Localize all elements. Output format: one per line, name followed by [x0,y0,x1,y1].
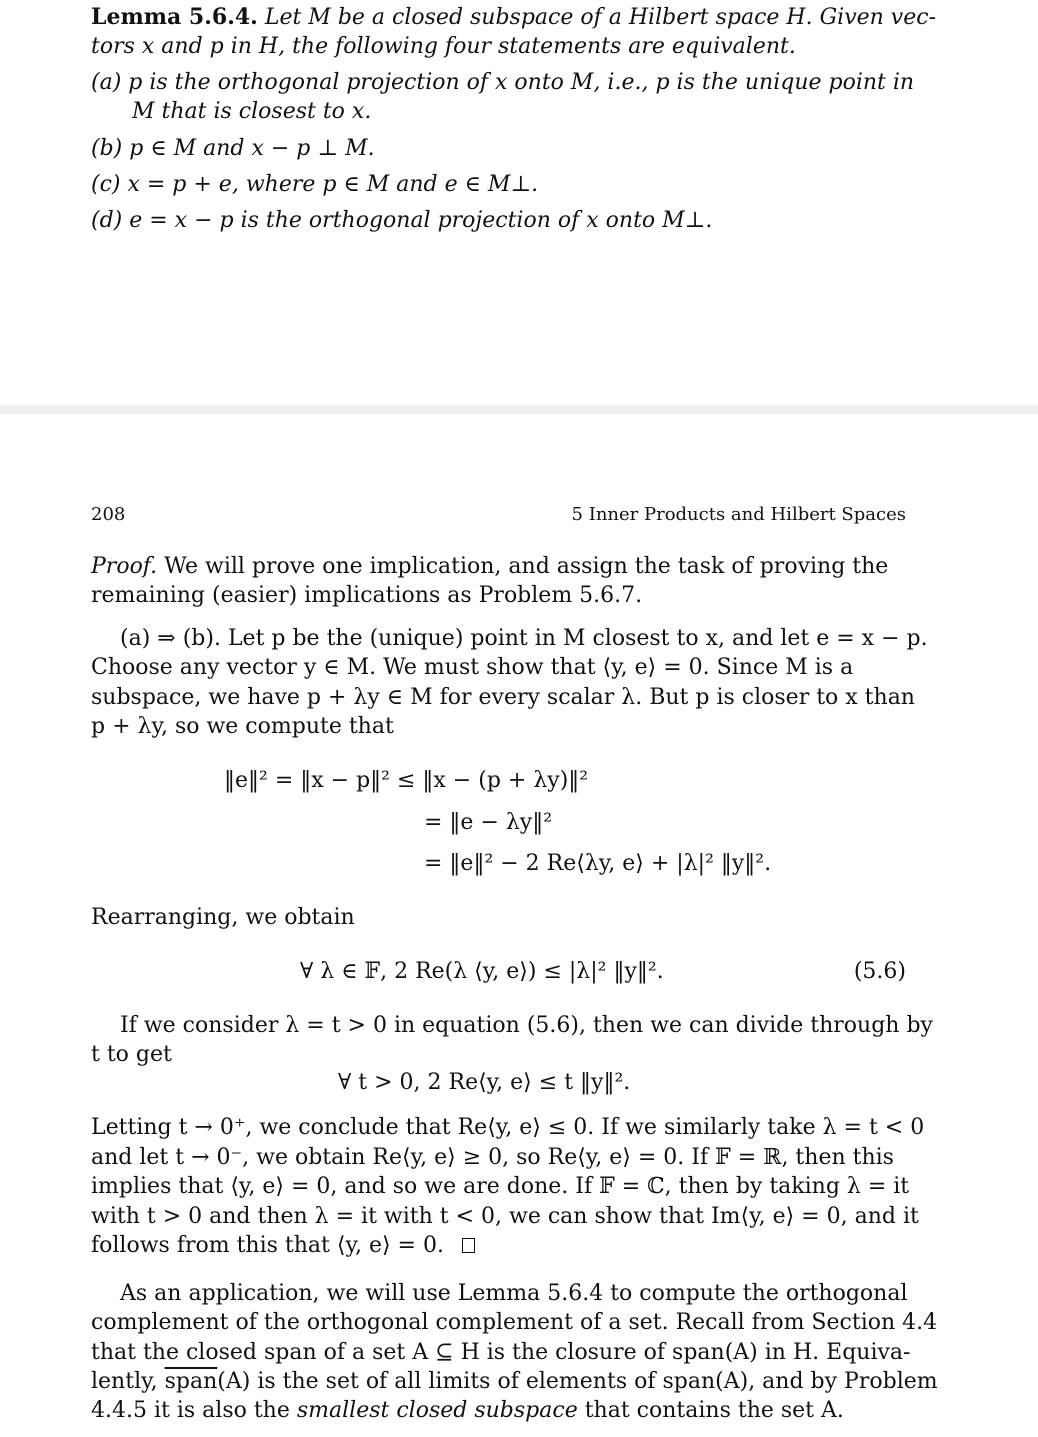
proof-para2-line-4: p + λy, so we compute that [91,714,394,739]
equation-number: (5.6) [853,959,906,984]
proof-text: We will prove one implication, and assign the task of proving the [157,554,889,579]
equation-3: ∀ t > 0, 2 Re⟨y, e⟩ ≤ t ‖y‖². [338,1070,631,1095]
proof-line-2: remaining (easier) implications as Problem 5.6.7. [91,583,643,608]
application-line-4 [91,1369,938,1395]
application-text: (A) is the set of all limits of elements of span(A), and by Problem [217,1369,938,1394]
application-line-1: As an application, we will use Lemma 5.6.4 to compute the orthogonal [120,1281,908,1306]
proof-para2-line-2: Choose any vector y ∈ M. We must show that ⟨y, e⟩ = 0. Since M is a [91,655,854,680]
qed-square-icon [462,1238,475,1253]
running-head: 5 Inner Products and Hilbert Spaces [571,504,906,525]
page-number: 208 [91,504,126,525]
application-text: that contains the set A. [577,1398,844,1423]
proof-line-1 [91,554,888,580]
proof-label: Proof. [91,554,158,579]
lemma-item-d: (d) e = x − p is the orthogonal projection of x onto M⊥. [91,208,713,233]
application-text: 4.4.5 it is also the [91,1398,297,1423]
emphasis-text: smallest closed subspace [296,1398,578,1423]
closed-span-symbol: span [164,1369,218,1394]
equation-1-line-2: = ‖e − λy‖² [424,810,553,835]
lemma-line-2: tors x and p in H, the following four statements are equivalent. [91,34,796,59]
equation-5-6: ∀ λ ∈ 𝔽, 2 Re(λ ⟨y, e⟩) ≤ |λ|² ‖y‖². [300,959,664,984]
proof-para4-line-1: Letting t → 0⁺, we conclude that Re⟨y, e⟩ ≤ 0. If we similarly take λ = t < 0 [91,1115,925,1140]
equation-1-line-3: = ‖e‖² − 2 Re⟨λy, e⟩ + |λ|² ‖y‖². [424,851,772,876]
proof-para3-line-1: If we consider λ = t > 0 in equation (5.6), then we can divide through by [120,1013,933,1038]
equation-1-line-1: ‖e‖² = ‖x − p‖² ≤ ‖x − (p + λy)‖² [224,768,589,793]
proof-para2-line-3: subspace, we have p + λy ∈ M for every scalar λ. But p is closer to x than [91,685,915,710]
proof-para4-line-3: implies that ⟨y, e⟩ = 0, and so we are done. If 𝔽 = ℂ, then by taking λ = it [91,1174,910,1199]
proof-para3-line-2: t to get [91,1042,172,1067]
proof-para2-line-1: (a) ⇒ (b). Let p be the (unique) point in M closest to x, and let e = x − p. [120,626,928,651]
lemma-item-c: (c) x = p + e, where p ∈ M and e ∈ M⊥. [91,172,539,197]
lemma-item-a-line-1: (a) p is the orthogonal projection of x onto M, i.e., p is the unique point in [91,70,915,95]
application-text: lently, [91,1369,165,1394]
application-line-2: complement of the orthogonal complement of a set. Recall from Section 4.4 [91,1310,938,1335]
previous-page-fragment [0,0,1038,405]
rearranging-text: Rearranging, we obtain [91,905,355,930]
proof-para4-line-2: and let t → 0⁻, we obtain Re⟨y, e⟩ ≥ 0, so Re⟨y, e⟩ = 0. If 𝔽 = ℝ, then this [91,1145,894,1170]
lemma-item-a-line-2: M that is closest to x. [132,99,372,124]
lemma-item-b: (b) p ∈ M and x − p ⊥ M. [91,136,375,161]
lemma-heading: Lemma 5.6.4. [91,4,258,30]
page-separator [0,405,1038,414]
lemma-statement: Let M be a closed subspace of a Hilbert space H. Given vec- [264,5,937,30]
proof-final-text: follows from this that ⟨y, e⟩ = 0. [91,1233,444,1258]
lemma-line-1 [91,4,936,31]
application-line-5 [91,1398,844,1424]
application-line-3: that the closed span of a set A ⊆ H is the closure of span(A) in H. Equiva- [91,1340,911,1365]
proof-para4-line-4: with t > 0 and then λ = it with t < 0, we can show that Im⟨y, e⟩ = 0, and it [91,1204,919,1229]
proof-para4-line-5 [91,1233,475,1259]
